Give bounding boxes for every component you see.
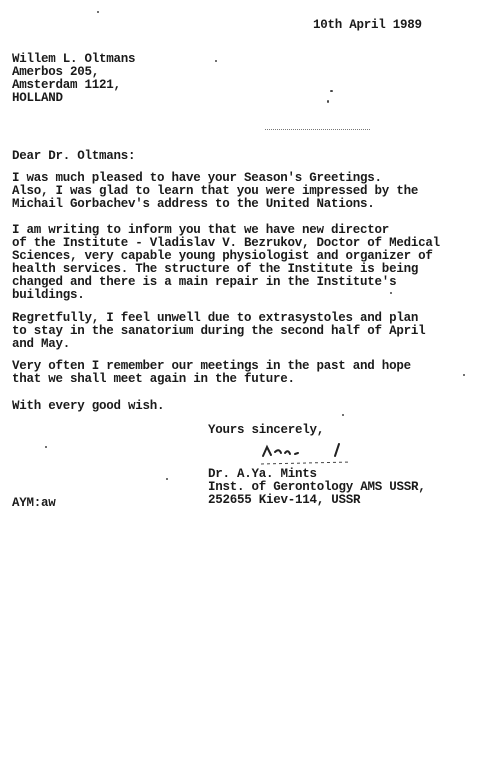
signatory-block: [208, 468, 426, 507]
paragraph-line: I am writing to inform you that we have new director: [12, 223, 390, 237]
recipient-street: Amerbos 205,: [12, 65, 100, 79]
scan-speck: [166, 478, 168, 480]
paragraph-line: changed and there is a main repair in the Institute's: [12, 275, 397, 289]
signatory-institute: Inst. of Gerontology AMS USSR,: [208, 480, 426, 494]
scan-speck: [97, 11, 99, 13]
paragraph-line: I was much pleased to have your Season's Greetings.: [12, 171, 382, 185]
paragraph-line: that we shall meet again in the future.: [12, 372, 295, 386]
closing: Yours sincerely,: [208, 423, 325, 437]
recipient-country: HOLLAND: [12, 91, 63, 105]
scan-speck: [330, 90, 333, 92]
paragraph-health: [12, 312, 425, 351]
paragraph-line: Regretfully, I feel unwell due to extrasystoles and plan: [12, 311, 419, 325]
salutation: Dear Dr. Oltmans:: [12, 149, 136, 163]
recipient-address: [12, 53, 135, 105]
scan-speck: [45, 446, 47, 448]
paragraph-line: health services. The structure of the Institute is being: [12, 262, 419, 276]
signatory-name: Dr. A.Ya. Mints: [208, 467, 317, 481]
reference-initials: AYM:aw: [12, 496, 56, 510]
paragraph-director: [12, 224, 440, 302]
paragraph-line: Michail Gorbachev's address to the United Nations.: [12, 197, 375, 211]
paragraph-line: to stay in the sanatorium during the second half of April: [12, 324, 426, 338]
scan-speck: [342, 414, 344, 416]
scan-dotted-line: [265, 129, 370, 130]
scan-speck: [327, 100, 329, 103]
signatory-address: 252655 Kiev-114, USSR: [208, 493, 361, 507]
paragraph-line: Sciences, very capable young physiologist and organizer of: [12, 249, 433, 263]
recipient-name: Willem L. Oltmans: [12, 52, 136, 66]
paragraph-line: Also, I was glad to learn that you were impressed by the: [12, 184, 419, 198]
paragraph-line: Very often I remember our meetings in the past and hope: [12, 359, 411, 373]
scan-speck: [463, 374, 465, 376]
paragraph-line: and May.: [12, 337, 71, 351]
scan-speck: [215, 60, 217, 62]
paragraph-greetings: [12, 172, 418, 211]
paragraph-memories: [12, 360, 411, 386]
paragraph-line: of the Institute - Vladislav V. Bezrukov, Doctor of Medical: [12, 236, 440, 250]
paragraph-line: buildings.: [12, 288, 85, 302]
paragraph-wish: With every good wish.: [12, 399, 165, 413]
letter-date: 10th April 1989: [313, 18, 422, 32]
recipient-city: Amsterdam 1121,: [12, 78, 121, 92]
handwritten-signature: [255, 438, 355, 466]
scan-speck: [390, 292, 392, 294]
